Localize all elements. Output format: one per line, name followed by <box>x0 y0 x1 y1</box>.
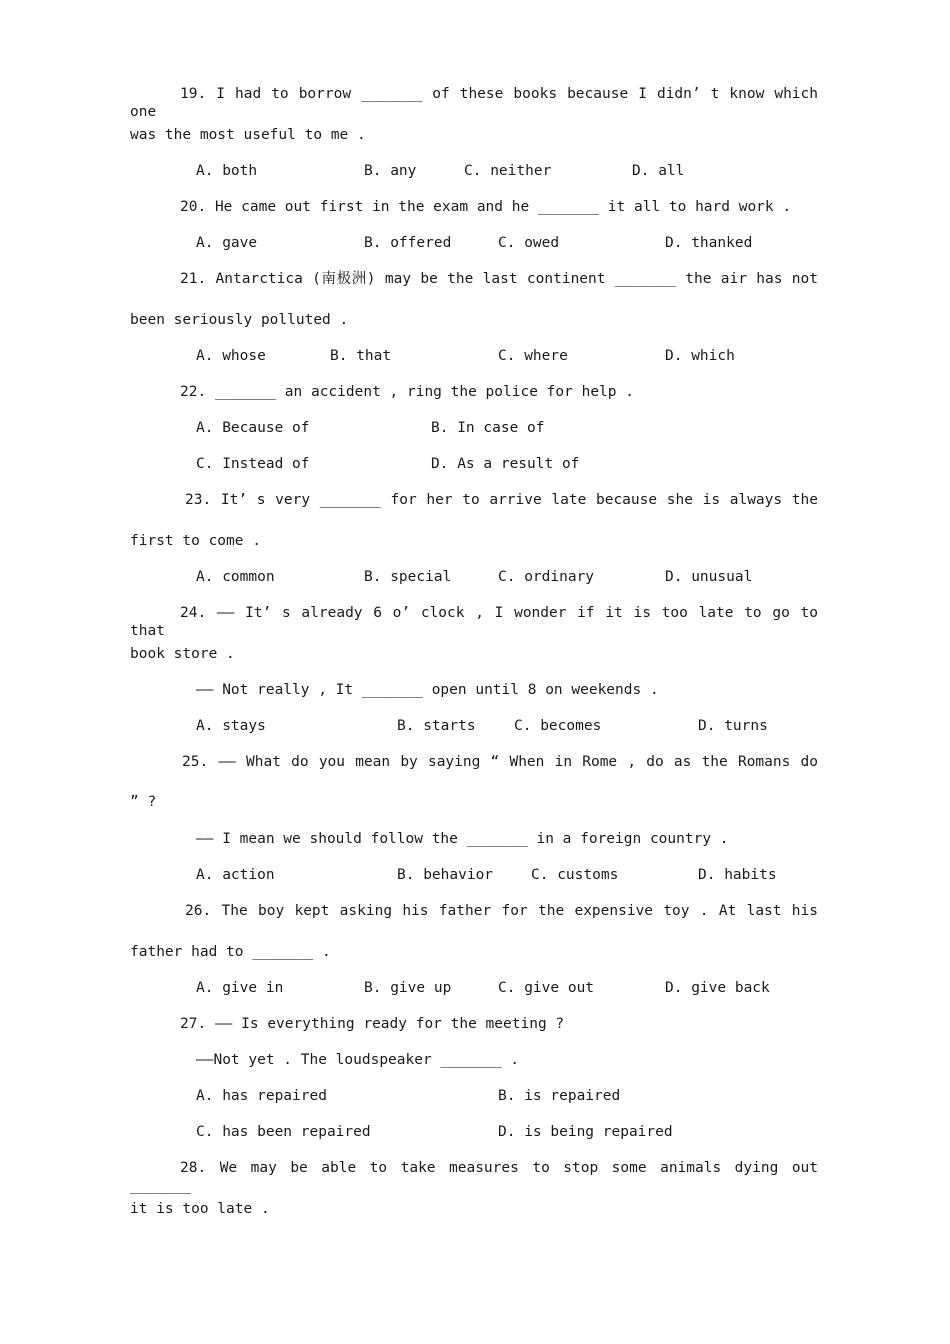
question-27-option-b[interactable]: B. is repaired <box>498 1088 621 1104</box>
question-28-number: 28. <box>180 1160 207 1176</box>
question-27-text: 27. —— Is everything ready for the meeting ? <box>180 1016 565 1032</box>
question-20-option-c[interactable]: C. owed <box>498 235 560 251</box>
question-20-number: 20. <box>180 199 207 215</box>
question-23-text-cont: first to come . <box>130 533 261 549</box>
question-25-option-c[interactable]: C. customs <box>531 867 619 883</box>
question-28-text: 28. We may be able to take measures to stop some animals dying out _______ <box>130 1160 819 1194</box>
question-25-number: 25. <box>182 754 209 770</box>
question-26-text: 26. The boy kept asking his father for the expensive toy . At last his <box>185 903 818 919</box>
question-26-text-cont: father had to _______ . <box>130 944 331 960</box>
question-22-option-d[interactable]: D. As a result of <box>431 456 580 472</box>
question-25-option-d[interactable]: D. habits <box>698 867 777 883</box>
question-20-option-b[interactable]: B. offered <box>364 235 452 251</box>
question-23-text: 23. It’ s very _______ for her to arrive late because she is always the <box>185 492 818 508</box>
question-23-number: 23. <box>185 492 212 508</box>
question-21-text-cont: been seriously polluted . <box>130 312 349 328</box>
question-22-option-b[interactable]: B. In case of <box>431 420 545 436</box>
question-26-option-d[interactable]: D. give back <box>665 980 770 996</box>
question-19-text: 19. I had to borrow _______ of these books because I didn’ t know which one <box>130 86 818 120</box>
question-24-number: 24. <box>180 605 207 621</box>
question-19-option-b[interactable]: B. any <box>364 163 417 179</box>
question-23-option-d[interactable]: D. unusual <box>665 569 753 585</box>
question-19-option-d[interactable]: D. all <box>632 163 685 179</box>
question-24-text-cont: book store . <box>130 646 235 662</box>
question-23-option-b[interactable]: B. special <box>364 569 452 585</box>
question-19-option-c[interactable]: C. neither <box>464 163 552 179</box>
question-27-reply: ——Not yet . The loudspeaker _______ . <box>196 1052 520 1068</box>
question-27-option-d[interactable]: D. is being repaired <box>498 1124 673 1140</box>
question-20-text: 20. He came out first in the exam and he _______ it all to hard work . <box>180 199 792 215</box>
question-22-text: 22. _______ an accident , ring the police for help . <box>180 384 634 400</box>
question-19-option-a[interactable]: A. both <box>196 163 258 179</box>
question-27-option-a[interactable]: A. has repaired <box>196 1088 327 1104</box>
question-28-text-cont: it is too late . <box>130 1201 270 1217</box>
question-25-text-cont: ” ? <box>130 794 157 810</box>
question-24-option-d[interactable]: D. turns <box>698 718 768 734</box>
question-26-number: 26. <box>185 903 212 919</box>
question-24-text: 24. —— It’ s already 6 o’ clock , I wonder if it is too late to go to that <box>130 605 819 639</box>
question-23-option-c[interactable]: C. ordinary <box>498 569 595 585</box>
question-23-option-a[interactable]: A. common <box>196 569 275 585</box>
question-21-option-c[interactable]: C. where <box>498 348 568 364</box>
question-21-option-a[interactable]: A. whose <box>196 348 266 364</box>
question-24-option-a[interactable]: A. stays <box>196 718 266 734</box>
question-27-number: 27. <box>180 1016 207 1032</box>
question-25-option-b[interactable]: B. behavior <box>397 867 494 883</box>
question-22-number: 22. <box>180 384 207 400</box>
question-24-reply: —— Not really , It _______ open until 8 on weekends . <box>196 682 659 698</box>
question-24-option-b[interactable]: B. starts <box>397 718 476 734</box>
question-19-number: 19. <box>180 86 207 102</box>
question-21-option-b[interactable]: B. that <box>330 348 392 364</box>
question-26-option-a[interactable]: A. give in <box>196 980 284 996</box>
question-22-option-a[interactable]: A. Because of <box>196 420 310 436</box>
question-20-option-a[interactable]: A. gave <box>196 235 258 251</box>
question-21-number: 21. <box>180 271 207 287</box>
question-21-option-d[interactable]: D. which <box>665 348 735 364</box>
question-25-reply: —— I mean we should follow the _______ in a foreign country . <box>196 831 729 847</box>
question-25-text: 25. —— What do you mean by saying “ When in Rome , do as the Romans do <box>182 754 818 770</box>
question-26-option-c[interactable]: C. give out <box>498 980 595 996</box>
question-24-option-c[interactable]: C. becomes <box>514 718 602 734</box>
question-20-option-d[interactable]: D. thanked <box>665 235 753 251</box>
question-26-option-b[interactable]: B. give up <box>364 980 452 996</box>
question-25-option-a[interactable]: A. action <box>196 867 275 883</box>
question-21-text: 21. Antarctica (南极洲) may be the last continent _______ the air has not <box>180 271 818 287</box>
question-19-text-cont: was the most useful to me . <box>130 127 366 143</box>
question-22-option-c[interactable]: C. Instead of <box>196 456 310 472</box>
question-27-option-c[interactable]: C. has been repaired <box>196 1124 371 1140</box>
